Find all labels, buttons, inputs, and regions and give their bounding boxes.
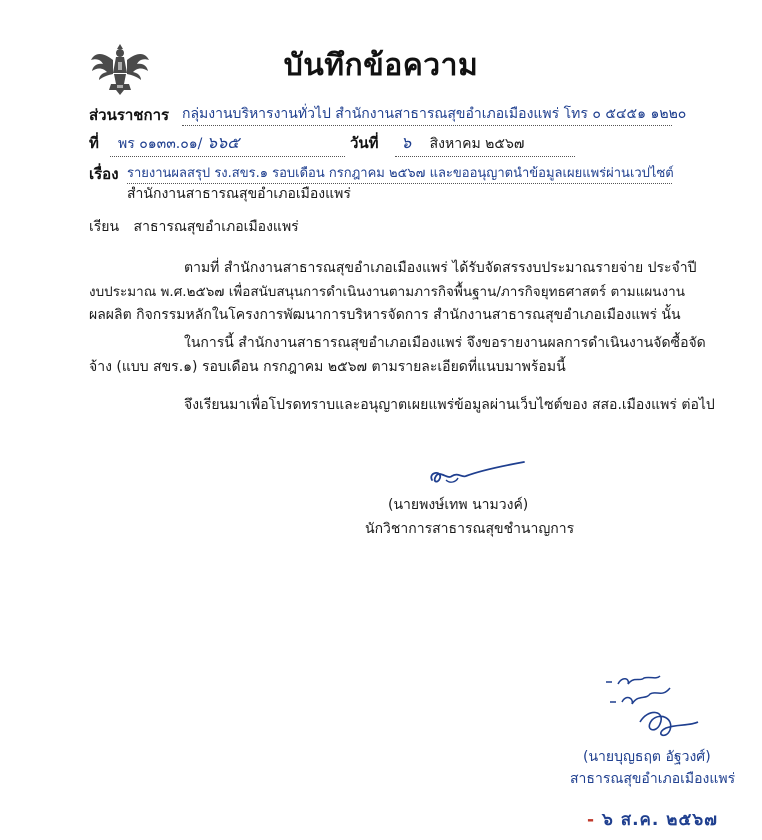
subject-label-text: เรื่อง [89,165,119,183]
ref-label [89,131,99,155]
salutation-label: เรียน [89,219,120,235]
date-month-year: สิงหาคม ๒๕๖๗ [429,136,525,152]
stamp-date-text: ๖ ส.ค. ๒๕๖๗ [601,810,718,830]
signer-position: นักวิชาการสาธารณสุขชำนาญการ [365,521,575,537]
body-p2-line2: จ้าง (แบบ สขร.๑) รอบเดือน กรกฎาคม ๒๕๖๗ ตามรายละเอียดที่แนบมาพร้อมนี้ [89,359,566,375]
ref-label-text: ที่ [89,134,99,152]
salutation-value: สาธารณสุขอำเภอเมืองแพร่ [133,219,299,235]
agency-row [89,103,169,127]
signer-signature-icon [392,458,532,494]
ref-number-handwritten: ๖๖๕ [206,133,240,152]
subject-line-1: รายงานผลสรุป รง.สขร.๑ รอบเดือน กรกฎาคม ๒๕๖๗ และขออนุญาตนำข้อมูลเผยแพร่ผ่านเวปไซต์ [127,162,672,184]
approver-name: (นายบุญธฤต อัฐวงศ์) [583,749,711,765]
approver-signature-icon [600,672,710,752]
signer-name: (นายพงษ์เทพ นามวงค์) [388,497,529,513]
body-p1-line2: งบประมาณ พ.ศ.๒๕๖๗ เพื่อสนับสนุนการดำเนินงานตามภารกิจพื้นฐาน/ภารกิจยุทธศาสตร์ ตามแผนงาน [89,284,685,300]
page-title: บันทึกข้อความ [283,48,479,83]
date-label [350,131,379,155]
subject-label [89,162,119,186]
date-value [395,131,575,157]
agency-value: กลุ่มงานบริหารงานทั่วไป สำนักงานสาธารณสุขอำเภอเมืองแพร่ โทร ๐ ๕๔๕๑ ๑๒๒๐ [182,103,672,126]
agency-label: ส่วนราชการ [89,106,170,124]
stamp-mark: - [587,810,596,830]
body-p1-line1: ตามที่ สำนักงานสาธารณสุขอำเภอเมืองแพร่ ได้รับจัดสรรงบประมาณรายจ่าย ประจำปี [184,260,697,276]
body-p2-line1: ในการนี้ สำนักงานสาธารณสุขอำเภอเมืองแพร่ จึงขอรายงานผลการดำเนินงานจัดซื้อจัด [184,335,706,351]
ref-prefix: พร ๐๑๓๓.๐๑/ [118,136,203,152]
body-p1-line3: ผลผลิต กิจกรรมหลักในโครงการพัฒนาการบริหารจัดการ สำนักงานสาธารณสุขอำเภอเมืองแพร่ นั้น [89,307,681,323]
salutation [89,217,299,238]
received-date-stamp [587,806,718,833]
date-day-handwritten: ๖ [401,133,412,152]
body-p3-line1: จึงเรียนมาเพื่อโปรดทราบและอนุญาตเผยแพร่ข้อมูลผ่านเว็บไซต์ของ สสอ.เมืองแพร่ ต่อไป [184,397,715,413]
approver-position: สาธารณสุขอำเภอเมืองแพร่ [570,771,736,787]
ref-value [110,131,345,157]
date-label-text: วันที่ [350,134,379,152]
subject-line-2: สำนักงานสาธารณสุขอำเภอเมืองแพร่ [127,186,351,202]
